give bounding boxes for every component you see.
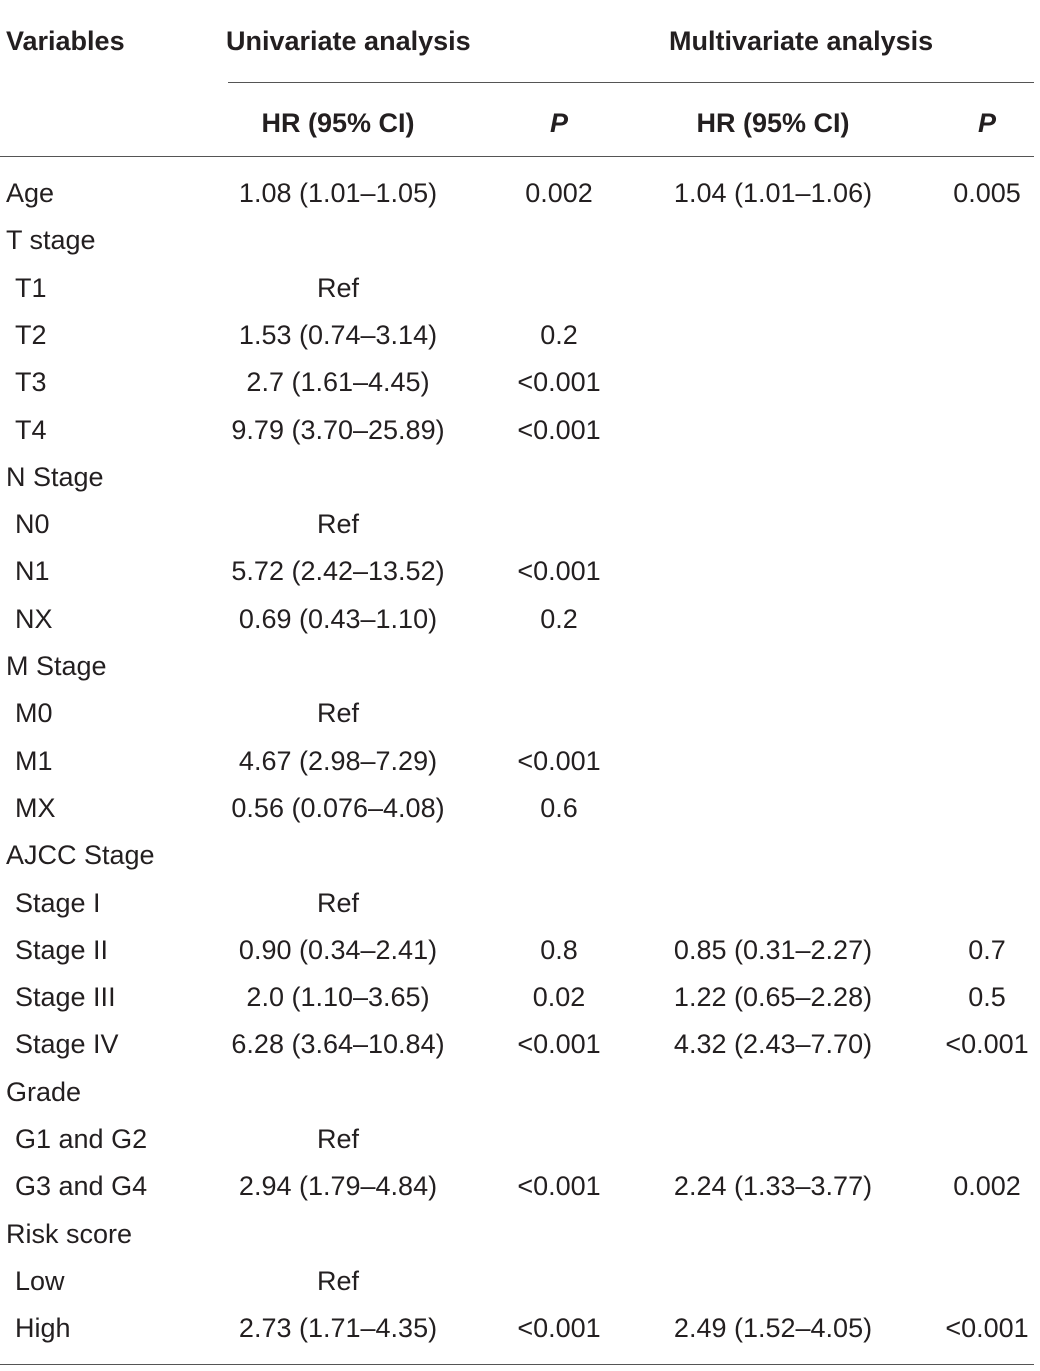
- row-univariate-p: <0.001: [517, 367, 601, 398]
- header-univariate: Univariate analysis: [226, 26, 471, 56]
- row-univariate-p: 0.8: [540, 934, 578, 965]
- row-univariate-hr: Ref: [316, 1265, 360, 1296]
- table-bottom-rule: [0, 1364, 1034, 1365]
- row-univariate-hr: 1.53 (0.74–3.14): [238, 319, 438, 350]
- row-univariate-p: <0.001: [517, 1313, 601, 1344]
- group-header-rule: [228, 82, 1034, 83]
- row-univariate-p: 0.002: [525, 178, 593, 208]
- row-variable-label: N0: [15, 509, 50, 540]
- column-header-rule: [0, 156, 1034, 157]
- table-row: [0, 1211, 1040, 1258]
- row-univariate-hr: 2.73 (1.71–4.35): [238, 1313, 438, 1344]
- row-variable-label: Grade: [6, 1076, 82, 1107]
- row-multivariate-p: 0.5: [968, 982, 1006, 1013]
- row-variable-label: N1: [15, 556, 50, 587]
- row-univariate-hr: 9.79 (3.70–25.89): [231, 414, 445, 445]
- row-univariate-hr: Ref: [316, 272, 360, 303]
- row-variable-label: G1 and G2: [15, 1124, 148, 1154]
- header-uni-hr: HR (95% CI): [261, 108, 415, 138]
- row-variable-label: Stage II: [15, 934, 109, 965]
- row-variable-label: Risk score: [6, 1218, 133, 1249]
- row-univariate-p: 0.02: [532, 982, 586, 1013]
- row-variable-label: Stage I: [15, 887, 101, 918]
- table-row: [0, 407, 1040, 454]
- row-univariate-hr: 0.69 (0.43–1.10): [238, 603, 438, 634]
- row-univariate-p: <0.001: [517, 414, 601, 445]
- row-multivariate-p: 0.7: [968, 934, 1006, 965]
- row-variable-label: N Stage: [6, 461, 104, 492]
- row-multivariate-hr: 4.32 (2.43–7.70): [673, 1029, 873, 1060]
- row-univariate-hr: 2.0 (1.10–3.65): [246, 982, 430, 1013]
- row-univariate-hr: 2.7 (1.61–4.45): [246, 367, 430, 398]
- row-multivariate-hr: 2.49 (1.52–4.05): [673, 1313, 873, 1344]
- row-variable-label: M0: [15, 698, 53, 729]
- row-univariate-p: <0.001: [517, 556, 601, 587]
- table-row: [0, 927, 1040, 974]
- header-multi-hr: HR (95% CI): [696, 108, 850, 138]
- table-row: [0, 1258, 1040, 1305]
- table-row: [0, 312, 1040, 359]
- table-row: [0, 454, 1040, 501]
- table-row: [0, 832, 1040, 879]
- row-variable-label: M1: [15, 745, 53, 776]
- row-univariate-hr: 0.90 (0.34–2.41): [238, 934, 438, 965]
- table-row: [0, 974, 1040, 1021]
- row-variable-label: AJCC Stage: [6, 840, 155, 871]
- row-multivariate-p: <0.001: [945, 1029, 1029, 1060]
- row-univariate-hr: 1.08 (1.01–1.05): [238, 178, 438, 208]
- row-univariate-hr: 0.56 (0.076–4.08): [231, 792, 445, 823]
- row-variable-label: High: [15, 1313, 71, 1344]
- row-variable-label: T2: [15, 319, 47, 350]
- table-row: [0, 217, 1040, 264]
- row-multivariate-hr: 2.24 (1.33–3.77): [673, 1171, 873, 1202]
- row-variable-label: Stage III: [15, 982, 116, 1013]
- table-row: [0, 1021, 1040, 1068]
- header-variables: Variables: [6, 26, 125, 56]
- row-univariate-p: 0.2: [540, 319, 578, 350]
- row-univariate-hr: 5.72 (2.42–13.52): [231, 556, 445, 587]
- row-multivariate-hr: 1.04 (1.01–1.06): [673, 178, 873, 208]
- row-variable-label: G3 and G4: [15, 1171, 148, 1202]
- row-univariate-hr: Ref: [316, 1124, 360, 1154]
- row-multivariate-p: <0.001: [945, 1313, 1029, 1344]
- row-univariate-p: <0.001: [517, 1171, 601, 1202]
- table-row: [0, 1163, 1040, 1210]
- header-multivariate: Multivariate analysis: [669, 26, 934, 56]
- row-variable-label: T1: [15, 272, 47, 303]
- table-row: [0, 359, 1040, 406]
- table-row: [0, 1305, 1040, 1352]
- table-row: [0, 880, 1040, 927]
- row-variable-label: Low: [15, 1265, 65, 1296]
- row-variable-label: M Stage: [6, 651, 107, 681]
- table-row: [0, 1069, 1040, 1116]
- table-row: [0, 690, 1040, 737]
- row-variable-label: NX: [15, 603, 53, 634]
- row-variable-label: T3: [15, 367, 47, 398]
- table-row: [0, 643, 1040, 690]
- row-univariate-hr: 4.67 (2.98–7.29): [238, 745, 438, 776]
- header-multi-p: P: [977, 108, 996, 138]
- row-variable-label: T4: [15, 414, 47, 445]
- row-univariate-p: <0.001: [517, 745, 601, 776]
- row-univariate-hr: 6.28 (3.64–10.84): [231, 1029, 445, 1060]
- row-multivariate-hr: 1.22 (0.65–2.28): [673, 982, 873, 1013]
- row-variable-label: T stage: [6, 225, 96, 256]
- table-row: [0, 501, 1040, 548]
- row-multivariate-hr: 0.85 (0.31–2.27): [673, 934, 873, 965]
- row-univariate-hr: Ref: [316, 887, 360, 918]
- row-univariate-p: 0.6: [540, 792, 578, 823]
- row-multivariate-p: 0.002: [953, 1171, 1021, 1202]
- table-row: [0, 738, 1040, 785]
- row-variable-label: Stage IV: [15, 1029, 119, 1060]
- table-row: [0, 785, 1040, 832]
- row-multivariate-p: 0.005: [953, 178, 1021, 208]
- header-uni-p: P: [549, 108, 568, 138]
- table-row: [0, 596, 1040, 643]
- row-univariate-p: <0.001: [517, 1029, 601, 1060]
- row-variable-label: MX: [15, 792, 56, 823]
- table-row: [0, 170, 1040, 217]
- row-univariate-hr: Ref: [316, 509, 360, 540]
- row-univariate-hr: 2.94 (1.79–4.84): [238, 1171, 438, 1202]
- table-row: [0, 265, 1040, 312]
- table-row: [0, 1116, 1040, 1163]
- row-univariate-p: 0.2: [540, 603, 578, 634]
- row-univariate-hr: Ref: [316, 698, 360, 729]
- table-row: [0, 548, 1040, 595]
- row-variable-label: Age: [6, 178, 55, 208]
